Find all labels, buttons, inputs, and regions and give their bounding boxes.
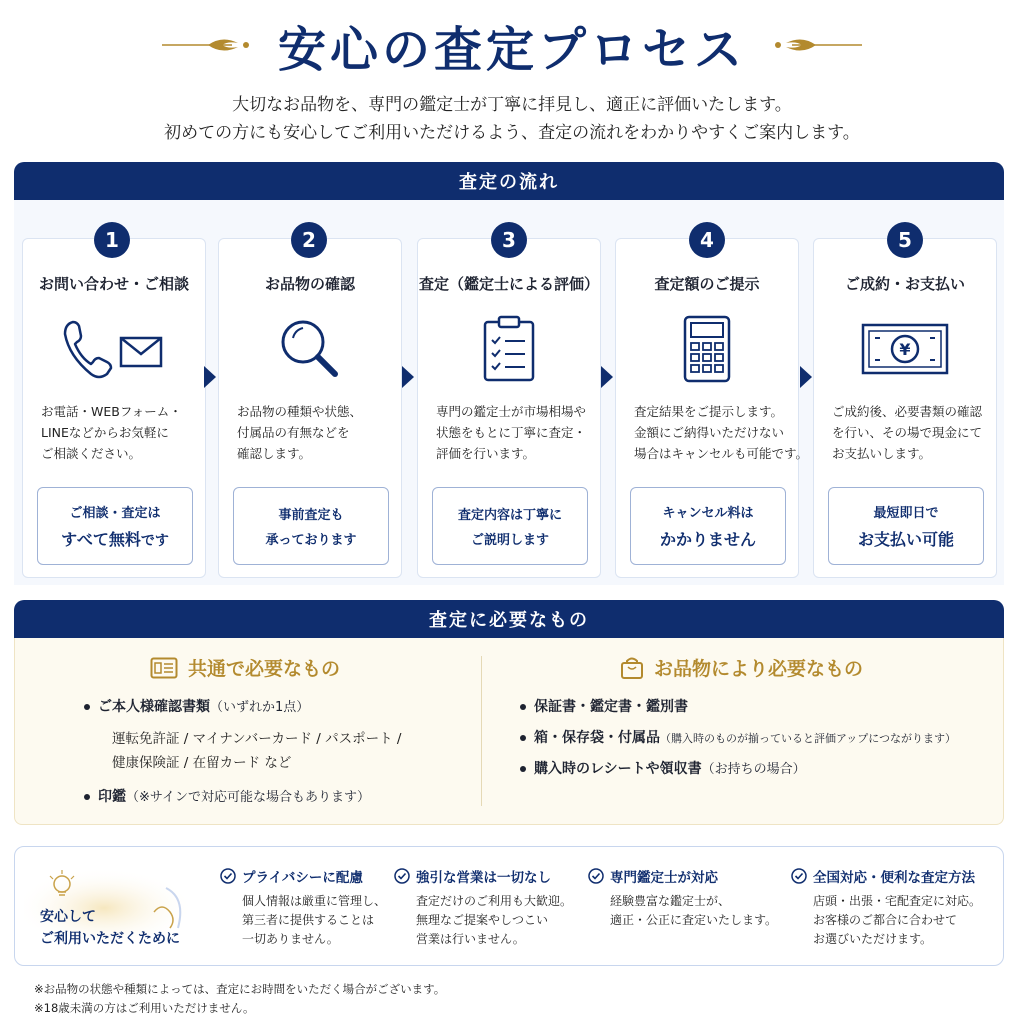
step-title: 査定額のご提示: [654, 275, 760, 293]
feature-privacy: プライバシーに配慮 個人情報は厳重に管理し、 第三者に提供することは 一切ありません。: [220, 866, 386, 949]
step-number-5: 5: [887, 222, 923, 258]
footnote: ※18歳未満の方はご利用いただけません。: [34, 1001, 255, 1015]
phone-mail-icon: [23, 311, 205, 387]
step-note: 査定内容は丁寧に ご説明します: [432, 487, 588, 565]
step-arrow-icon: [204, 366, 216, 388]
calculator-icon: [616, 311, 798, 387]
list-item: 印鑑（※サインで対応可能な場合もあります）: [84, 786, 370, 806]
step-note: 事前査定も 承っております: [233, 487, 389, 565]
footnote: ※お品物の状態や種類によっては、査定にお時間をいただく場合がございます。: [34, 982, 446, 996]
step-title: お品物の確認: [264, 275, 355, 293]
list-item: ご本人様確認書類（いずれか1点）: [84, 696, 309, 716]
step-description: お電話・WEBフォーム・ LINEなどからお気軽に ご相談ください。: [41, 404, 182, 461]
flow-heading: 査定の流れ: [14, 162, 1004, 200]
step-arrow-icon: [800, 366, 812, 388]
step-note: キャンセル料は かかりません: [630, 487, 786, 565]
step-title: お問い合わせ・ご相談: [38, 275, 189, 293]
magnifier-icon: [219, 311, 401, 387]
list-item: 保証書・鑑定書・鑑別書: [520, 696, 688, 716]
page-title: 安心の査定プロセス: [277, 21, 746, 78]
feature-expert: 専門鑑定士が対応 経験豊富な鑑定士が、 適正・公正に査定いたします。: [588, 866, 777, 930]
subtitle-line-1: 大切なお品物を、専門の鑑定士が丁寧に拝見し、適正に評価いたします。: [232, 95, 792, 115]
step-description: ご成約後、必要書類の確認 を行い、その場で現金にて お支払いします。: [832, 404, 983, 461]
list-item: 購入時のレシートや領収書（お持ちの場合）: [520, 758, 806, 778]
id-document-list: 運転免許証 / マイナンバーカード / パスポート / 健康保険証 / 在留カード など: [112, 731, 402, 771]
shopping-bag-icon: [620, 656, 644, 680]
feature-nationwide: 全国対応・便利な査定方法 店頭・出張・宅配査定に対応。 お客様のご都合に合わせて お選びいただけます。: [791, 866, 981, 949]
step-card-1: [22, 238, 206, 578]
step-note: ご相談・査定は すべて無料です: [37, 487, 193, 565]
step-title: 査定（鑑定士による評価）: [418, 275, 599, 293]
check-circle-icon: [588, 868, 604, 884]
step-description: 査定結果をご提示します。 金額にご納得いただけない 場合はキャンセルも可能です。: [634, 404, 809, 461]
right-ornament-icon: [770, 35, 862, 55]
check-circle-icon: [791, 868, 807, 884]
assurance-label: 安心して ご利用いただくために: [40, 909, 180, 947]
feature-no-pressure: 強引な営業は一切なし 査定だけのご利用も大歓迎。 無理なご提案やしつこい 営業は行いません。: [394, 866, 572, 949]
step-arrow-icon: [601, 366, 613, 388]
svg-text:¥: ¥: [899, 340, 911, 359]
check-circle-icon: [220, 868, 236, 884]
common-requirements-title: 共通で必要なもの: [150, 654, 340, 681]
document-list-icon: [150, 657, 178, 679]
divider: [481, 656, 482, 806]
list-item: 箱・保存袋・付属品（購入時のものが揃っていると評価アップにつながります）: [520, 727, 956, 747]
step-arrow-icon: [402, 366, 414, 388]
subtitle-line-2: 初めての方にも安心してご利用いただけるよう、査定の流れをわかりやすくご案内します。: [164, 123, 860, 143]
yen-banknote-icon: [814, 311, 996, 387]
check-circle-icon: [394, 868, 410, 884]
clipboard-checklist-icon: [418, 311, 600, 387]
requirements-heading: 査定に必要なもの: [14, 600, 1004, 638]
step-card-2: [218, 238, 402, 578]
step-number-2: 2: [291, 222, 327, 258]
item-requirements-title: お品物により必要なもの: [620, 654, 863, 681]
step-description: お品物の種類や状態、 付属品の有無などを 確認します。: [237, 404, 363, 461]
step-title: ご成約・お支払い: [844, 275, 965, 293]
step-note: 最短即日で お支払い可能: [828, 487, 984, 565]
step-card-4: [615, 238, 809, 578]
step-number-1: 1: [94, 222, 130, 258]
step-card-5: [813, 238, 997, 578]
left-ornament-icon: [162, 35, 254, 55]
step-number-3: 3: [491, 222, 527, 258]
step-description: 専門の鑑定士が市場相場や 状態をもとに丁寧に査定・ 評価を行います。: [436, 404, 587, 461]
step-number-4: 4: [689, 222, 725, 258]
step-card-3: [417, 238, 601, 578]
page-header: [0, 10, 1024, 80]
